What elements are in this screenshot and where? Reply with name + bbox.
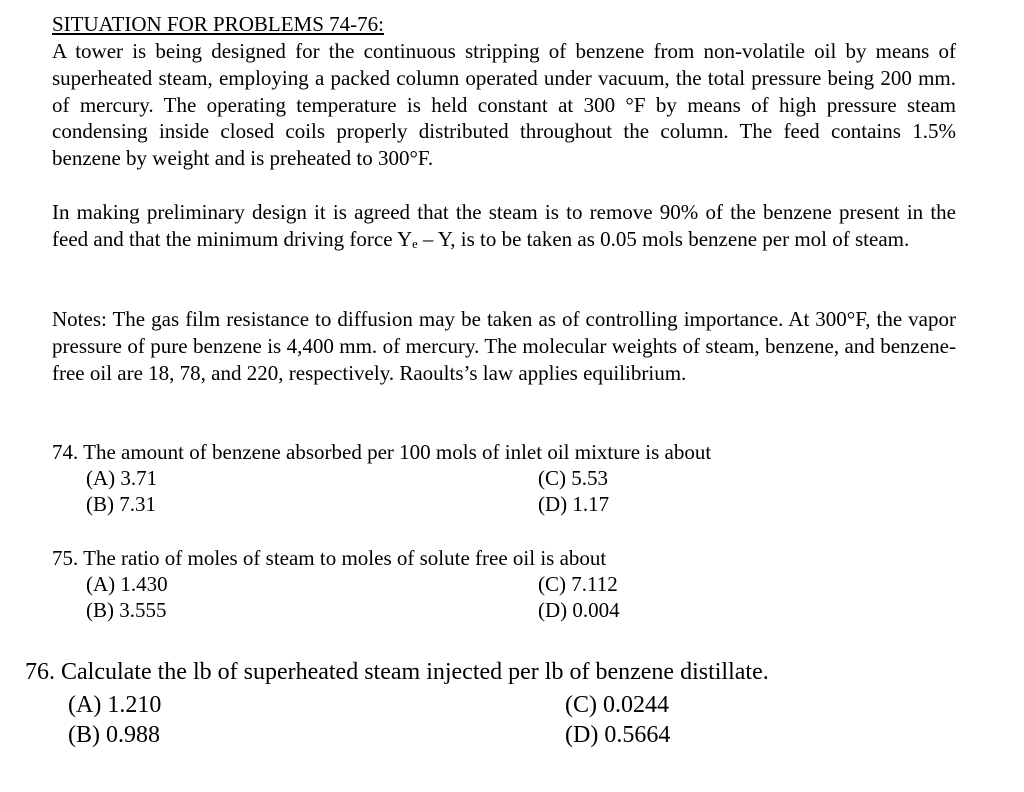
situation-paragraph-2: In making preliminary design it is agreed that the steam is to remove 90% of the benzene present in the feed and that the minimum driving force Yₑ – Y, is to be taken as 0.05 mols benzene per mol of steam. — [52, 200, 956, 251]
situation-heading: SITUATION FOR PROBLEMS 74-76: — [52, 12, 384, 36]
question-76-option-a: (A) 1.210 — [68, 692, 162, 718]
question-75-option-a: (A) 1.430 — [86, 572, 168, 596]
question-75-stem: 75. The ratio of moles of steam to moles of solute free oil is about — [52, 546, 607, 570]
situation-notes-paragraph: Notes: The gas film resistance to diffusion may be taken as of controlling importance. At 300°F, the vapor pressure of pure benzene is 4,400 mm. of mercury. The molecular weights of steam, benzene, and benzene-free oil are 18, 78, and 220, respectively. Raoults’s law applies equilibrium. — [52, 307, 956, 385]
question-76-stem: 76. Calculate the lb of superheated steam injected per lb of benzene distillate. — [25, 659, 769, 685]
question-75-option-d: (D) 0.004 — [538, 598, 620, 622]
question-75-option-b: (B) 3.555 — [86, 598, 167, 622]
question-74-stem: 74. The amount of benzene absorbed per 100 mols of inlet oil mixture is about — [52, 440, 712, 464]
situation-paragraph-1: A tower is being designed for the continuous stripping of benzene from non-volatile oil by means of superheated steam, employing a packed column operated under vacuum, the total pressure being 200 mm. of mercury. The operating temperature is held constant at 300 °F by means of high pressure steam condensing inside closed coils properly distributed throughout the column. The feed contains 1.5% benzene by weight and is preheated to 300°F. — [52, 39, 956, 171]
question-74-option-b: (B) 7.31 — [86, 492, 156, 516]
question-74-option-d: (D) 1.17 — [538, 492, 610, 516]
question-76-option-b: (B) 0.988 — [68, 722, 160, 748]
question-76-option-c: (C) 0.0244 — [565, 692, 669, 718]
question-75-option-c: (C) 7.112 — [538, 572, 618, 596]
question-74-option-c: (C) 5.53 — [538, 466, 608, 490]
question-76-option-d: (D) 0.5664 — [565, 722, 671, 748]
question-74-option-a: (A) 3.71 — [86, 466, 158, 490]
